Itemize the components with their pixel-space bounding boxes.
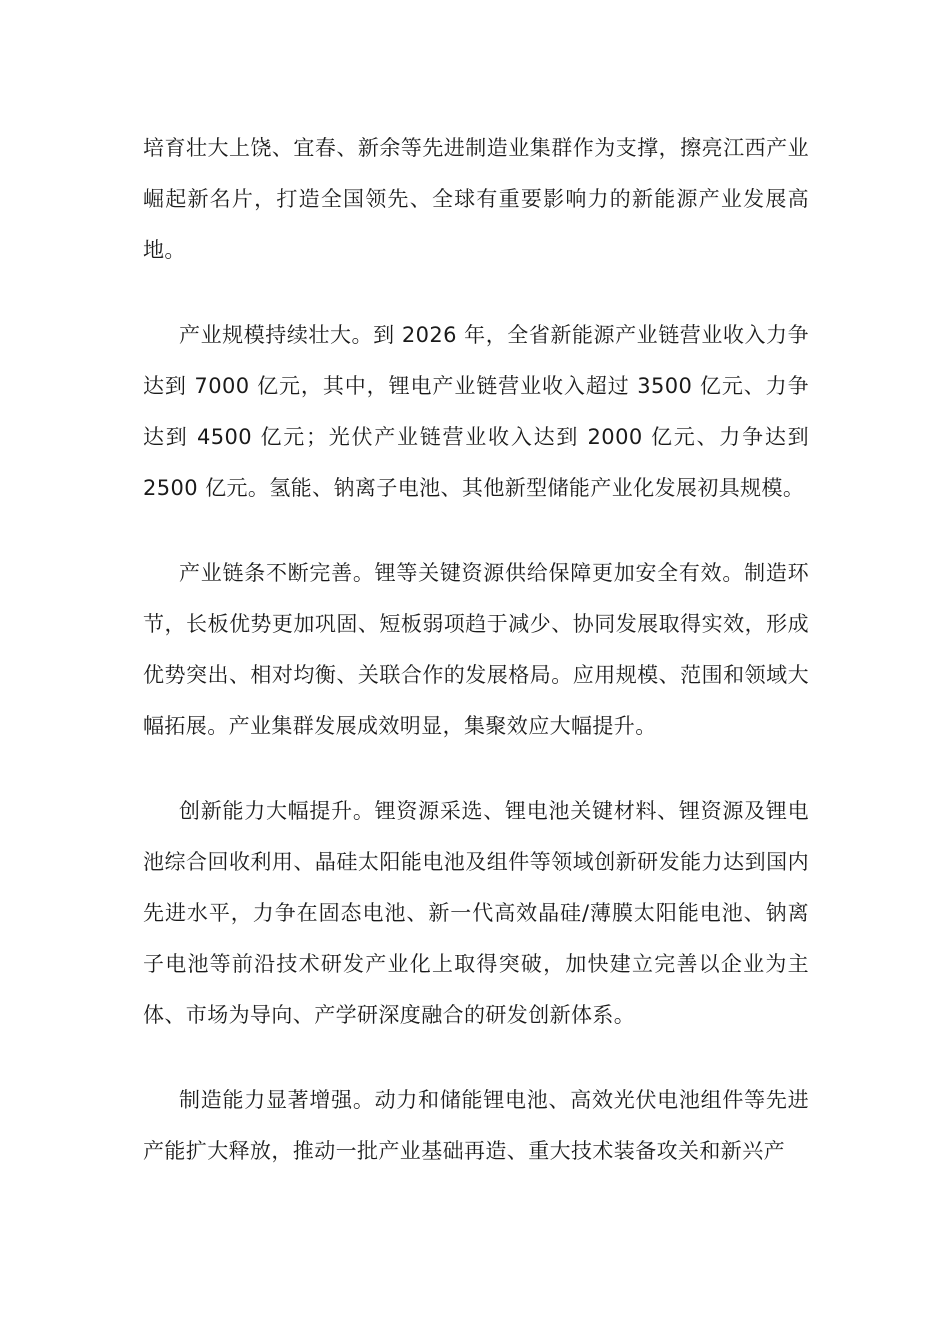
document-body bbox=[143, 123, 809, 1211]
paragraph-continued: 培育壮大上饶、宜春、新余等先进制造业集群作为支撑，擦亮江西产业崛起新名片，打造全国领先、全球有重要影响力的新能源产业发展高地。 bbox=[143, 136, 809, 262]
paragraph-innovation: 创新能力大幅提升。锂资源采选、锂电池关键材料、锂资源及锂电池综合回收利用、晶硅太阳能电池及组件等领域创新研发能力达到国内先进水平，力争在固态电池、新一代高效晶硅/薄膜太阳能电池、钠离子电池等前沿技术研发产业化上取得突破，加快建立完善以企业为主体、市场为导向、产学研深度融合的研发创新体系。 bbox=[143, 799, 809, 1027]
paragraph-industry-chain: 产业链条不断完善。锂等关键资源供给保障更加安全有效。制造环节，长板优势更加巩固、短板弱项趋于减少、协同发展取得实效，形成优势突出、相对均衡、关联合作的发展格局。应用规模、范围和领域大幅拓展。产业集群发展成效明显，集聚效应大幅提升。 bbox=[143, 561, 809, 738]
paragraph-industry-scale: 产业规模持续壮大。到 2026 年，全省新能源产业链营业收入力争达到 7000 亿元，其中，锂电产业链营业收入超过 3500 亿元、力争达到 4500 亿元；光伏产业链营业收入达到 2000 亿元、力争达到 2500 亿元。氢能、钠离子电池、其他新型储能产业化发展初具规模。 bbox=[143, 323, 809, 500]
paragraph-manufacturing: 制造能力显著增强。动力和储能锂电池、高效光伏电池组件等先进产能扩大释放，推动一批产业基础再造、重大技术装备攻关和新兴产 bbox=[143, 1088, 809, 1163]
